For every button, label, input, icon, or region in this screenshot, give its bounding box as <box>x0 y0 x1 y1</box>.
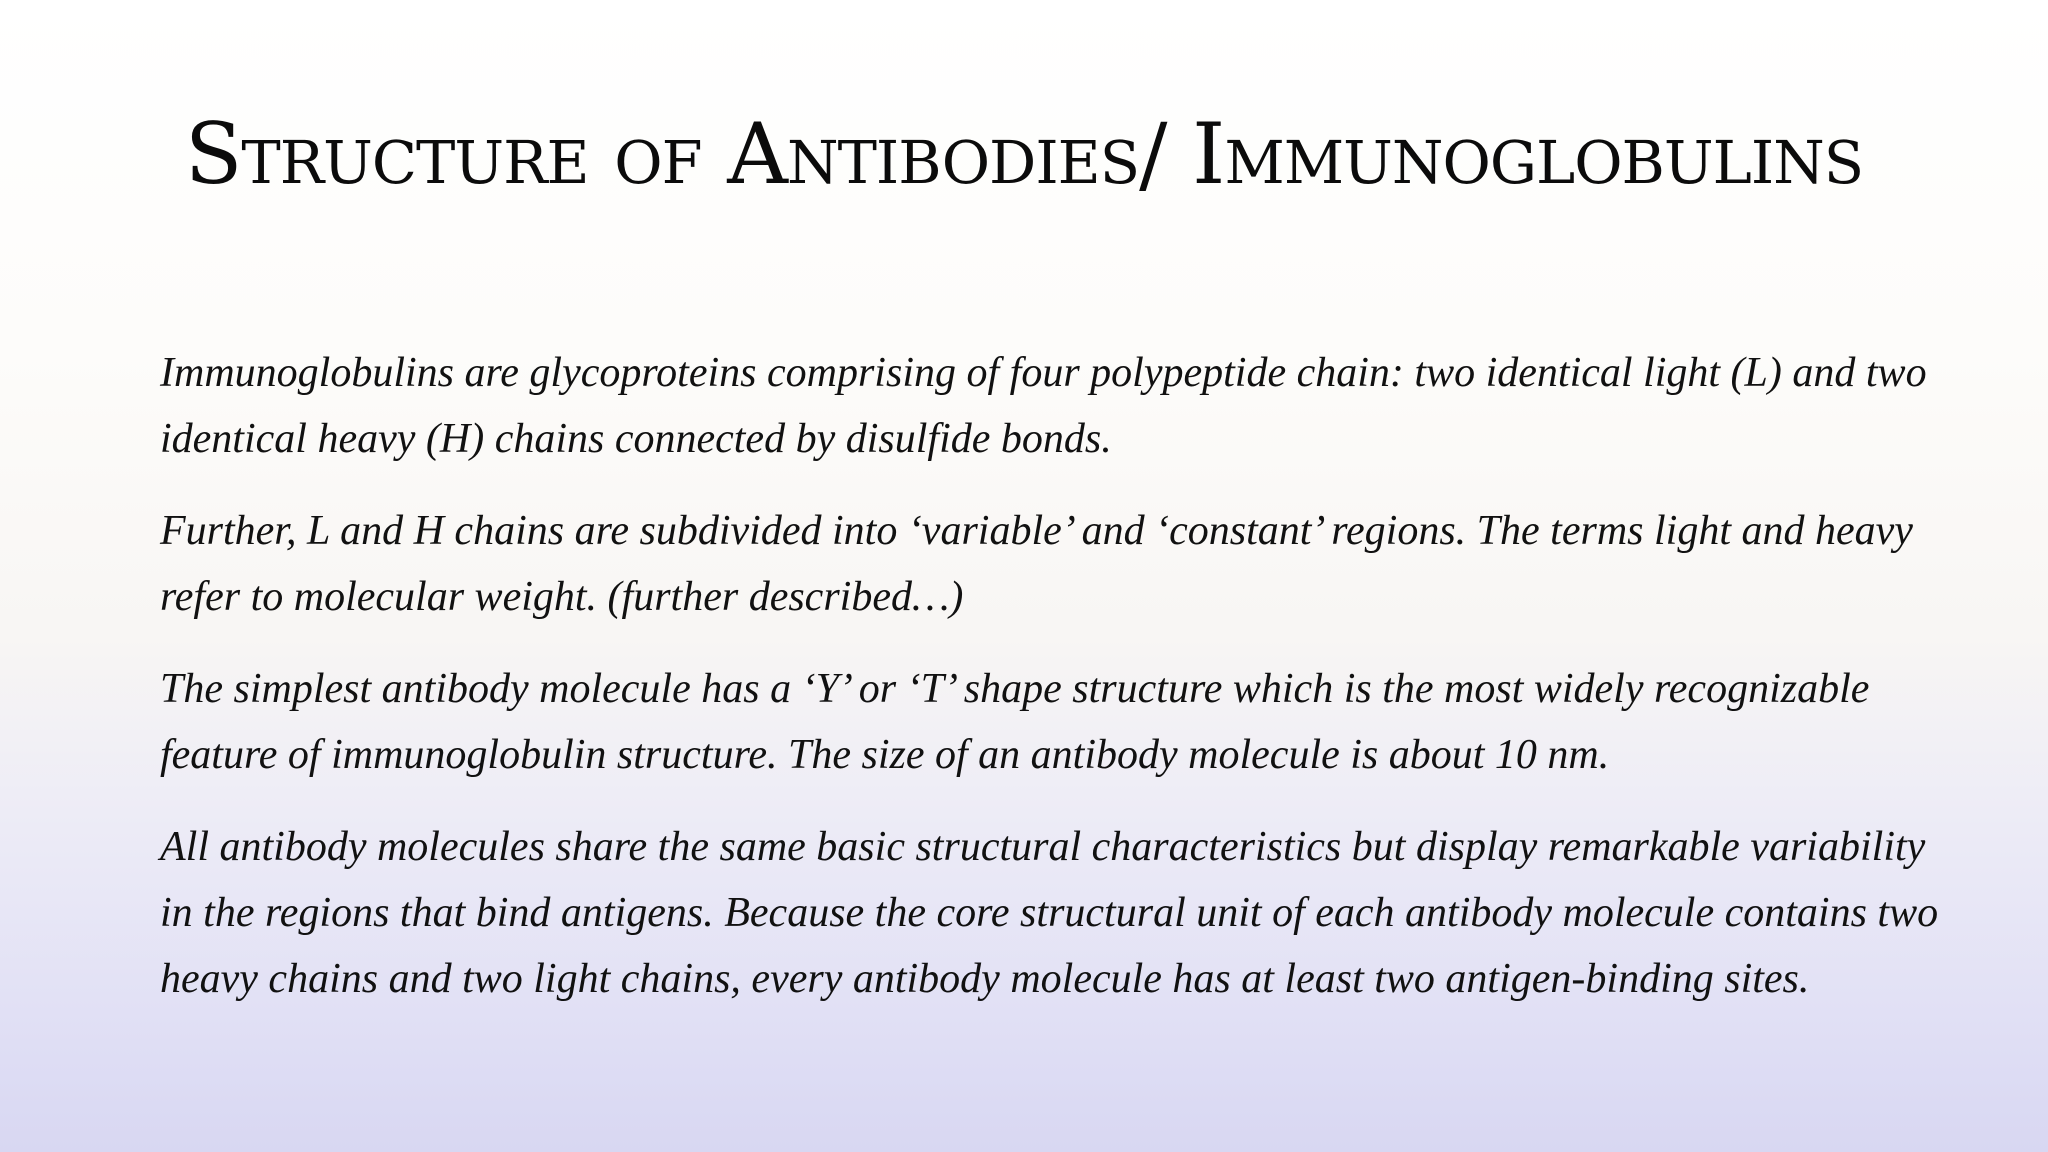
paragraph-antigen-binding-sites: All antibody molecules share the same basic structural characteristics but display remarkable variability in the regions that bind antigens. Because the core structural unit of each antibody molecule contains two heavy chains and two light chains, every antibody molecule has at least two antigen-binding sites. <box>160 824 1939 1002</box>
slide-title: Structure of Antibodies/ Immunoglobulins <box>184 105 1864 203</box>
paragraph-variable-constant-regions: Further, L and H chains are subdivided into ‘variable’ and ‘constant’ regions. The terms light and heavy refer to molecular weight. (further described…) <box>160 508 1913 620</box>
slide-body <box>160 340 1940 1038</box>
paragraph-immunoglobulin-composition: Immunoglobulins are glycoproteins comprising of four polypeptide chain: two identical light (L) and two identical heavy (H) chains connected by disulfide bonds. <box>160 350 1927 462</box>
paragraph-y-shape-structure: The simplest antibody molecule has a ‘Y’ or ‘T’ shape structure which is the most widely recognizable feature of immunoglobulin structure. The size of an antibody molecule is about 10 nm. <box>160 666 1870 778</box>
